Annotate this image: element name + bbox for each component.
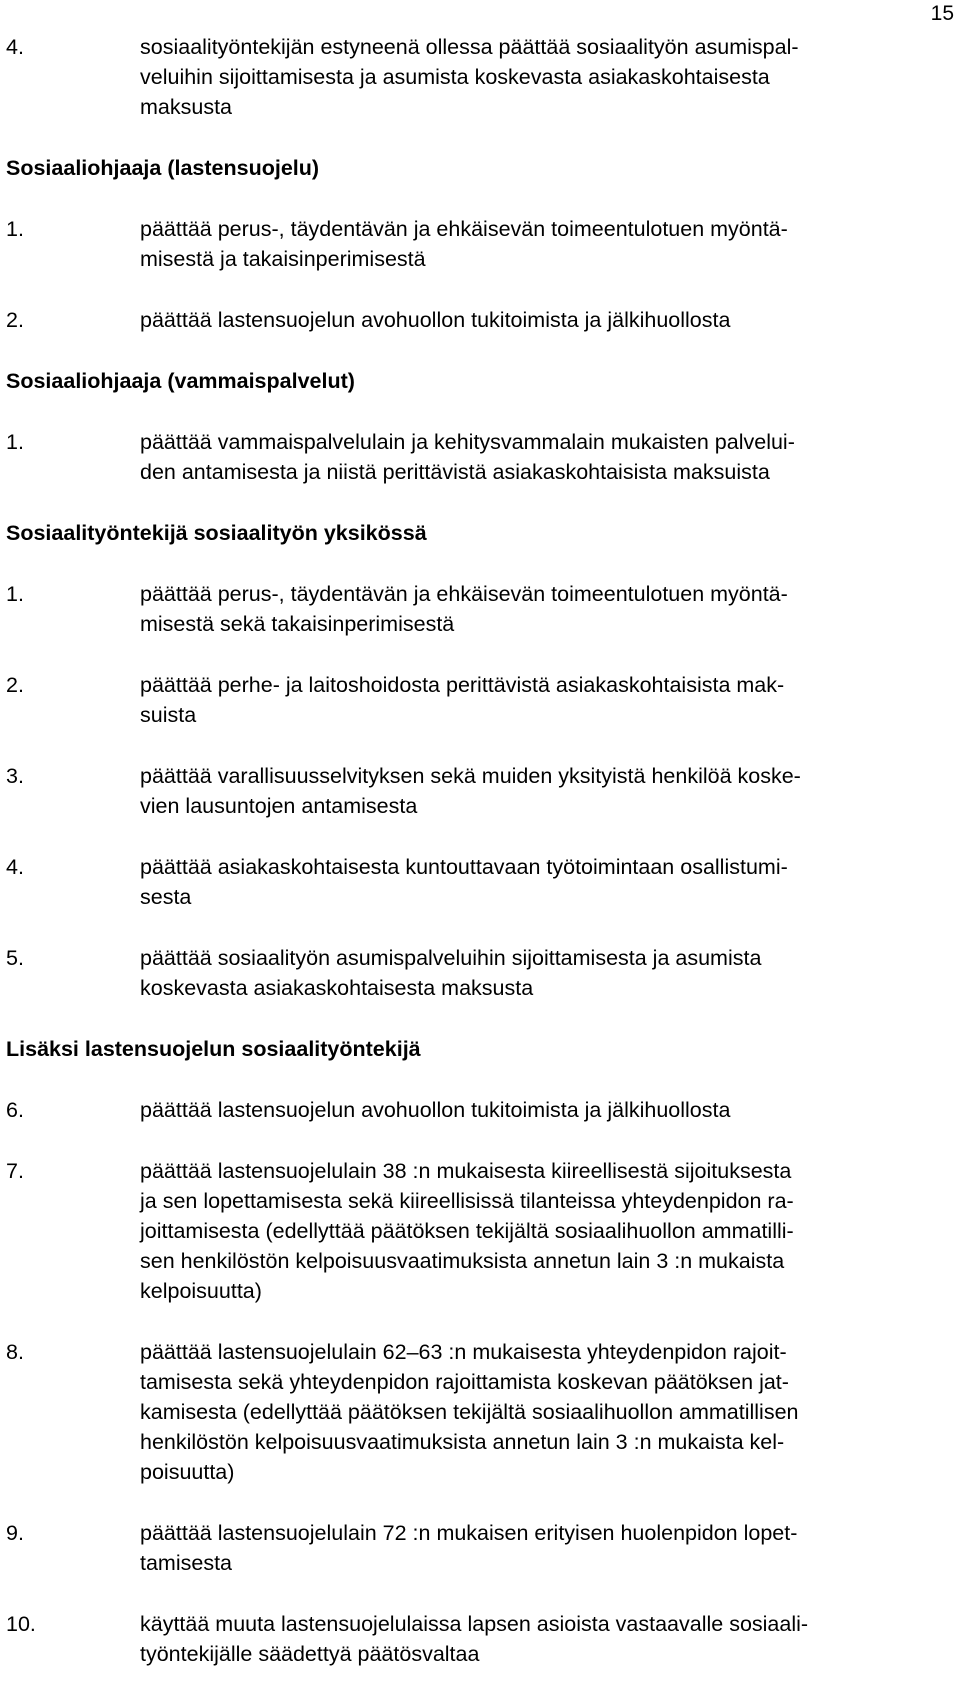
list-item (6, 670, 956, 730)
text-line: sesta (140, 885, 192, 909)
text-line: sosiaalityöntekijän estyneenä ollessa päättää sosiaalityön asumispal- (140, 35, 799, 59)
section (6, 518, 956, 1003)
text-line: veluihin sijoittamisesta ja asumista koskevasta asiakaskohtaisesta (140, 65, 770, 89)
text-line: sen henkilöstön kelpoisuusvaatimuksista annetun lain 3 :n mukaista (140, 1249, 785, 1273)
list-item (6, 1156, 956, 1306)
section (6, 32, 956, 122)
section (6, 1034, 956, 1669)
list-item-number: 4. (6, 855, 24, 879)
list-item-text (140, 214, 940, 274)
section-heading: Sosiaaliohjaaja (vammaispalvelut) (6, 369, 355, 393)
list-item (6, 214, 956, 274)
list-item (6, 761, 956, 821)
text-line: päättää lastensuojelulain 38 :n mukaisesta kiireellisestä sijoituksesta (140, 1159, 792, 1183)
list-item (6, 1609, 956, 1669)
list-item-text (140, 1337, 940, 1487)
section-heading: Sosiaaliohjaaja (lastensuojelu) (6, 156, 320, 180)
text-line: päättää lastensuojelulain 72 :n mukaisen erityisen huolenpidon lopet- (140, 1521, 798, 1545)
text-line: päättää perus-, täydentävän ja ehkäisevän toimeentulotuen myöntä- (140, 582, 788, 606)
text-line: vien lausuntojen antamisesta (140, 794, 418, 818)
list-item-number: 1. (6, 582, 24, 606)
text-line: koskevasta asiakaskohtaisesta maksusta (140, 976, 534, 1000)
list-item (6, 579, 956, 639)
list-item (6, 32, 956, 122)
list-item-text (140, 943, 940, 1003)
list-item-text (140, 579, 940, 639)
list-item-text (140, 1156, 940, 1306)
list-item (6, 1337, 956, 1487)
text-line: työntekijälle säädettyä päätösvaltaa (140, 1642, 480, 1666)
list-item-text (140, 761, 940, 821)
list-item (6, 1518, 956, 1578)
list-item-number: 2. (6, 308, 24, 332)
list-item-text (140, 852, 940, 912)
text-line: päättää varallisuusselvityksen sekä muiden yksityistä henkilöä koske- (140, 764, 801, 788)
list-item-text (140, 1609, 940, 1669)
list-item-number: 3. (6, 764, 24, 788)
text-line: kamisesta (edellyttää päätöksen tekijältä sosiaalihuollon ammatillisen (140, 1400, 799, 1424)
list-item-number: 2. (6, 673, 24, 697)
text-line: päättää lastensuojelun avohuollon tukitoimista ja jälkihuollosta (140, 308, 731, 332)
text-line: ja sen lopettamisesta sekä kiireellisissä tilanteissa yhteydenpidon ra- (140, 1189, 794, 1213)
section-heading: Lisäksi lastensuojelun sosiaalityöntekijä (6, 1037, 421, 1061)
list-item (6, 1095, 956, 1125)
list-item-number: 8. (6, 1340, 24, 1364)
list-item-text (140, 1095, 940, 1125)
section (6, 366, 956, 487)
list-item-number: 6. (6, 1098, 24, 1122)
list-item (6, 427, 956, 487)
text-line: poisuutta) (140, 1460, 235, 1484)
list-item-text (140, 1518, 940, 1578)
text-line: kelpoisuutta) (140, 1279, 262, 1303)
list-item-number: 10. (6, 1612, 36, 1636)
list-item (6, 305, 956, 335)
page-number: 15 (930, 2, 954, 25)
text-line: tamisesta sekä yhteydenpidon rajoittamista koskevan päätöksen jat- (140, 1370, 789, 1394)
text-line: den antamisesta ja niistä perittävistä asiakaskohtaisista maksuista (140, 460, 770, 484)
list-item-number: 1. (6, 430, 24, 454)
list-item-text (140, 32, 940, 122)
text-line: päättää perhe- ja laitoshoidosta perittävistä asiakaskohtaisista mak- (140, 673, 785, 697)
text-line: päättää lastensuojelun avohuollon tukitoimista ja jälkihuollosta (140, 1098, 731, 1122)
text-line: päättää lastensuojelulain 62–63 :n mukaisesta yhteydenpidon rajoit- (140, 1340, 787, 1364)
text-line: misestä sekä takaisinperimisestä (140, 612, 455, 636)
section (6, 153, 956, 335)
list-item (6, 943, 956, 1003)
list-item-number: 7. (6, 1159, 24, 1183)
text-line: käyttää muuta lastensuojelulaissa lapsen asioista vastaavalle sosiaali- (140, 1612, 809, 1636)
section-heading: Sosiaalityöntekijä sosiaalityön yksikössä (6, 521, 427, 545)
list-item-number: 9. (6, 1521, 24, 1545)
text-line: maksusta (140, 95, 233, 119)
text-line: päättää perus-, täydentävän ja ehkäisevän toimeentulotuen myöntä- (140, 217, 788, 241)
list-item-text (140, 670, 940, 730)
list-item-text (140, 427, 940, 487)
text-line: henkilöstön kelpoisuusvaatimuksista annetun lain 3 :n mukaista kel- (140, 1430, 785, 1454)
text-line: joittamisesta (edellyttää päätöksen tekijältä sosiaalihuollon ammatilli- (140, 1219, 794, 1243)
list-item-text (140, 305, 940, 335)
list-item-number: 5. (6, 946, 24, 970)
text-line: suista (140, 703, 197, 727)
text-line: päättää sosiaalityön asumispalveluihin sijoittamisesta ja asumista (140, 946, 762, 970)
document-body (6, 32, 956, 1700)
text-line: misestä ja takaisinperimisestä (140, 247, 426, 271)
list-item-number: 4. (6, 35, 24, 59)
text-line: päättää asiakaskohtaisesta kuntouttavaan työtoimintaan osallistumi- (140, 855, 788, 879)
text-line: tamisesta (140, 1551, 233, 1575)
text-line: päättää vammaispalvelulain ja kehitysvammalain mukaisten palvelui- (140, 430, 795, 454)
list-item-number: 1. (6, 217, 24, 241)
list-item (6, 852, 956, 912)
